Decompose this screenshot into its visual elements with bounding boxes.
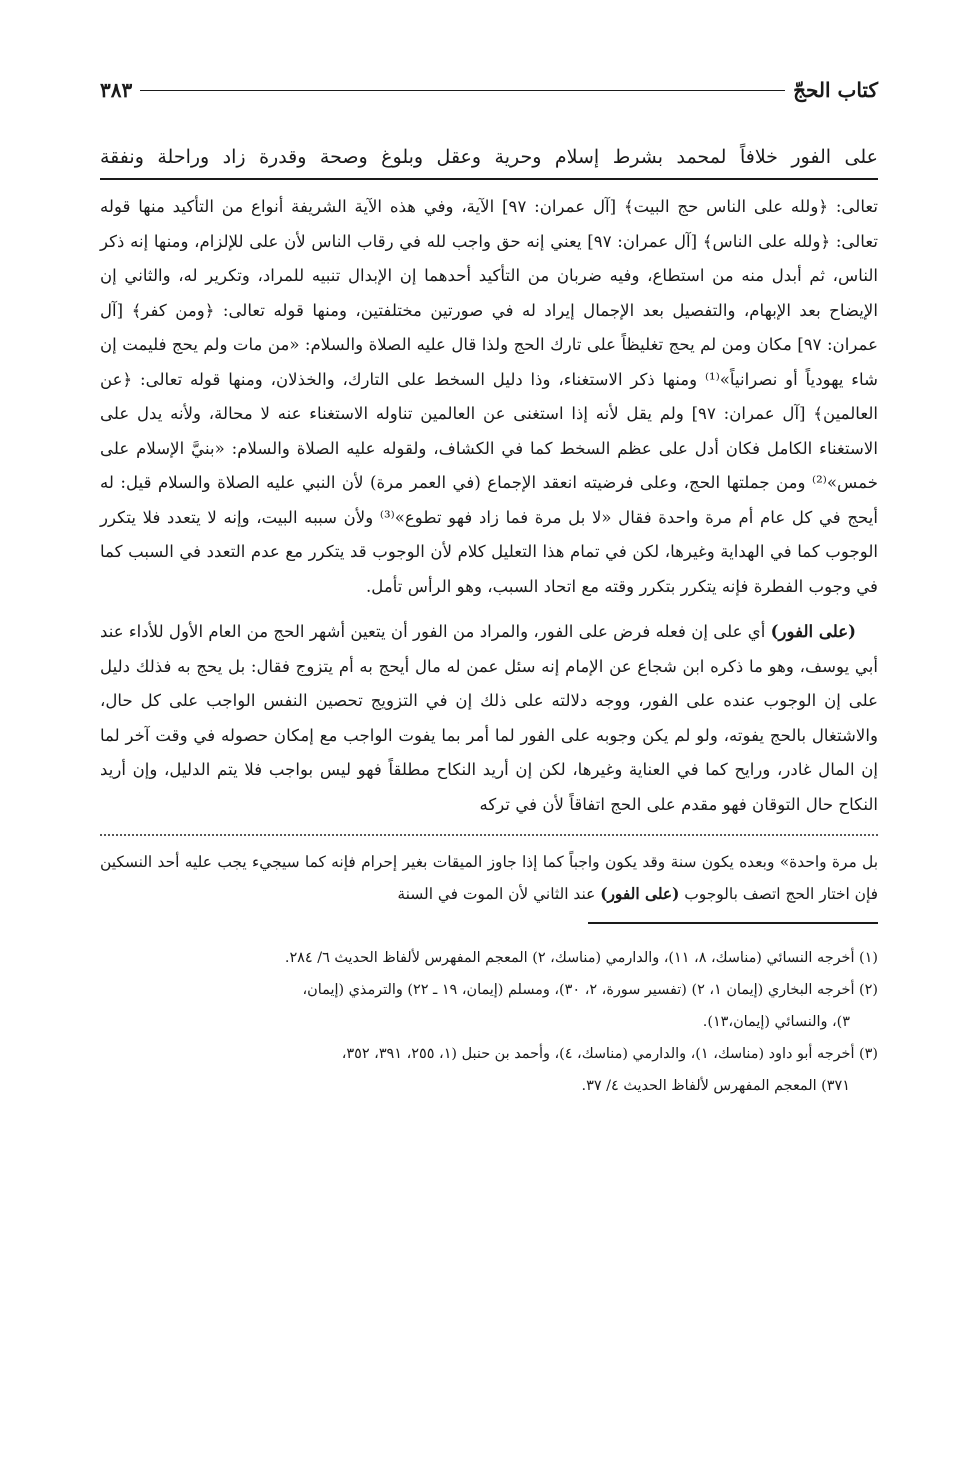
matn-quote: (على الفور) bbox=[770, 621, 856, 641]
running-header bbox=[100, 70, 878, 110]
footnote bbox=[100, 942, 878, 974]
footnote-line: (٣) أخرجه أبو داود (مناسك، ١)، والدارمي (مناسك، ٤)، وأحمد بن حنبل (١، ٢٥٥، ٣٩١، ٣٥٢، bbox=[341, 1046, 878, 1062]
header-rule bbox=[140, 90, 785, 91]
book-page bbox=[100, 70, 878, 1102]
commentary-paragraph: تعالى: ﴿ولله على الناس حج البيت﴾ [آل عمران: ٩٧] الآية، وفي هذه الآية الشريفة أنواع من التأكيد منها قوله تعالى: ﴿ولله على الناس﴾ [آل عمران: ٩٧] يعني إنه حق واجب لله في رقاب الناس لأن على للإلزام، ومنها إنه ذكر الناس، ثم أبدل منه من استطاع، وفيه ضربان من التأكيد أحدهما إن الإبدال تنبيه للمراد، وتكرير له، والثاني إن الإيضاح بعد الإبهام، والتفصيل بعد الإجمال إيراد له في صورتين مختلفتين، ومنها قوله تعالى: ﴿ومن كفر﴾ [آل عمران: ٩٧] مكان ومن لم يحج تغليظاً على تارك الحج ولذا قال عليه الصلاة والسلام: «من مات ولم يحج فليمت إن شاء يهودياً أو نصرانياً»⁽¹⁾ ومنها ذكر الاستغناء، وذا دليل السخط على التارك، والخذلان، ومنها قوله تعالى: ﴿عن العالمين﴾ [آل عمران: ٩٧] ولم يقل لأنه إذا استغنى عن العالمين تناوله الاستغناء عنه لا محالة، ولأنه يدل على الاستغناء الكامل فكان أدل على عظم السخط كما في الكشاف، ولقوله عليه الصلاة والسلام: «بنيَّ الإسلام على خمس»⁽²⁾ ومن جملتها الحج، وعلى فرضيته انعقد الإجماع (في العمر مرة) لأن النبي عليه الصلاة والسلام قيل: له أيحج في كل عام أم مرة واحدة فقال «لا بل مرة فما زاد فهو تطوع»⁽³⁾ ولأن سببه البيت، وإنه لا يتعدد فلا يتكرر الوجوب كما في الهداية وغيرها، لكن في تمام هذا التعليل كلام لأن الوجوب قد يتكرر مع عدم التعدد في السبب كما في وجوب الفطرة فإنه يتكرر بتكرر وقته مع اتحاد السبب، وهو الرأس تأمل. bbox=[100, 197, 879, 596]
dotted-separator bbox=[100, 828, 878, 836]
gloss-text: عند الثاني لأن الموت في السنة bbox=[397, 885, 601, 903]
matn-text: على الفور خلافاً لمحمد بشرط إسلام وحرية وعقل وبلوغ وصحة وقدرة زاد وراحلة ونفقة bbox=[100, 146, 878, 168]
commentary bbox=[100, 190, 878, 822]
gloss-quote: (على الفور) bbox=[600, 885, 680, 903]
footnote-rule bbox=[588, 922, 878, 924]
footnote bbox=[100, 974, 878, 1038]
footnote-line: ٣٧١) المعجم المفهرس لألفاظ الحديث ٤/ ٣٧. bbox=[581, 1078, 850, 1094]
page-number: ٣٨٣ bbox=[100, 78, 133, 102]
footnote bbox=[100, 1038, 878, 1102]
footnote-line: (٢) أخرجه البخاري (إيمان ١، ٢) (تفسير سورة، ٢، ٣٠)، ومسلم (إيمان، ١٩ ـ ٢٢) والترمذي (إيمان، bbox=[302, 982, 878, 998]
footnote-line: (١) أخرجه النسائي (مناسك، ٨، ١١)، والدارمي (مناسك، ٢) المعجم المفهرس لألفاظ الحديث ٦/ ٢٨٤. bbox=[284, 950, 878, 966]
matn-separator bbox=[100, 178, 878, 180]
chapter-title: كتاب الحجّ bbox=[793, 78, 878, 102]
gloss-text: بل مرة واحدة» وبعده يكون سنة وقد يكون واجباً كما إذا جاوز الميقات بغير إحرام فإنه كما سيجيء يجب عليه أحد النسكين فإن اختار الحج اتصف بالوجوب bbox=[100, 853, 878, 903]
commentary-text: أي على إن فعله فرض على الفور، والمراد من الفور أن يتعين أشهر الحج من العام الأول للأداء عند أبي يوسف، وهو ما ذكره ابن شجاع عن الإمام إنه سئل عمن له مال أيحج به أم يتزوج فقال: بل يحج به فذلك دليل على إن الوجوب عنده على الفور، ووجه دلالته على ذلك إن في التزويج تحصين النفس الواجب على كل حال، والاشتغال بالحج يفوته، ولو لم يكن وجوبه على الفور لما أمر بما يفوت الواجب مع إمكان حصوله في وقت آخر لما إن المال غادر، ورايح كما في العناية وغيرها، لكن إن أريد النكاح مطلقاً فهو ليس بواجب فلا يتم الدليل، وإن أريد النكاح حال التوقان فهو مقدم على الحج اتفاقاً لأن في تركه bbox=[99, 622, 878, 814]
footnotes bbox=[100, 942, 878, 1102]
footnote-line: ٣)، والنسائي (إيمان،١٣). bbox=[702, 1014, 850, 1030]
commentary-paragraph bbox=[100, 614, 878, 822]
marginal-gloss bbox=[100, 846, 878, 910]
